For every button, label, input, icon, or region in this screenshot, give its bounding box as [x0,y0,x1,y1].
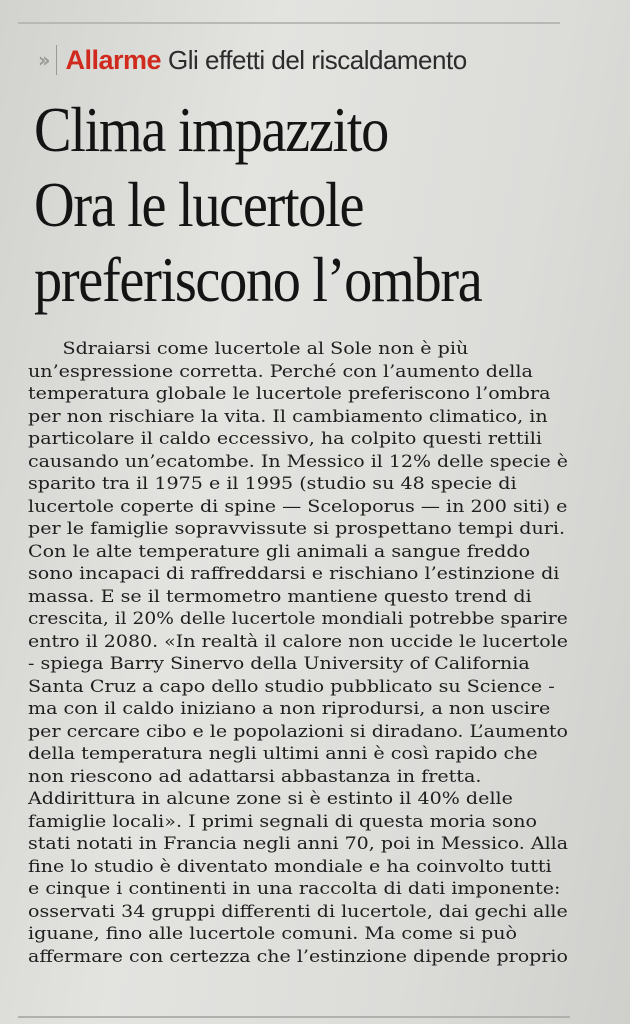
double-chevron-icon: ›› [38,48,47,72]
body-line: iguane, fino alle lucertole comuni. Ma come si può [28,924,518,943]
kicker-divider [56,45,57,75]
bottom-rule [18,1016,570,1018]
body-line: non riescono ad adattarsi abbastanza in fretta. [28,766,482,786]
body-line: ma con il caldo iniziano a non riprodursi, a non uscire [28,699,551,718]
body-line: - spiega Barry Sinervo della University of California [28,654,530,673]
body-line: per cercare cibo e le popolazioni si diradano. L’aumento [28,721,568,741]
headline-line: Clima impazzito [34,94,389,165]
body-line: temperatura globale le lucertole preferiscono l’ombra [28,384,551,403]
headline-line: Ora le lucertole [34,169,364,240]
body-line: della temperatura negli ultimi anni è così rapido che [28,744,538,763]
headline [34,92,527,317]
body-line: e cinque i continenti in una raccolta di dati imponente: [28,879,561,898]
body-line: Addirittura in alcune zone si è estinto il 40% delle [28,789,513,808]
body-line: sono incapaci di raffreddarsi e rischiano l’estinzione di [28,564,560,583]
body-line: Con le alte temperature gli animali a sangue freddo [28,541,531,561]
body-line: lucertole coperte di spine — Sceloporus — in 200 siti) e [28,496,568,516]
body-line: Sdraiarsi come lucertole al Sole non è più [62,339,469,358]
body-line: fine lo studio è diventato mondiale e ha coinvolto tutti [28,856,552,876]
body-line: causando un’ecatombe. In Messico il 12% delle specie è [28,451,568,471]
body-line: osservati 34 gruppi differenti di lucertole, dai gechi alle [28,901,568,921]
body-line: Santa Cruz a capo dello studio pubblicato su Science - [28,676,555,696]
body-line: massa. E se il termometro mantiene questo trend di [28,586,532,606]
body-line: entro il 2080. «In realtà il calore non uccide le lucertole [28,631,569,651]
body-line: sparito tra il 1975 e il 1995 (studio su 48 specie di [28,474,517,493]
body-line: stati notati in Francia negli anni 70, poi in Messico. Alla [28,834,569,853]
body-line: particolare il caldo eccessivo, ha colpito questi rettili [28,429,542,448]
body-line: crescita, il 20% delle lucertole mondiali potrebbe sparire [28,609,568,628]
kicker [38,40,467,80]
kicker-text: Gli effetti del riscaldamento [168,44,467,75]
body-line: famiglie locali». I primi segnali di questa moria sono [28,811,538,831]
headline-line: preferiscono l’ombra [34,244,482,315]
top-rule [18,22,560,24]
body-line: per non rischiare la vita. Il cambiamento climatico, in [28,406,548,426]
body-line: un’espressione corretta. Perché con l’aumento della [28,361,533,381]
body-line: per le famiglie sopravvissute si prospettano tempi duri. [28,519,566,538]
article-body [28,338,568,968]
body-line: affermare con certezza che l’estinzione dipende proprio [28,946,568,966]
kicker-label: Allarme [65,44,162,75]
